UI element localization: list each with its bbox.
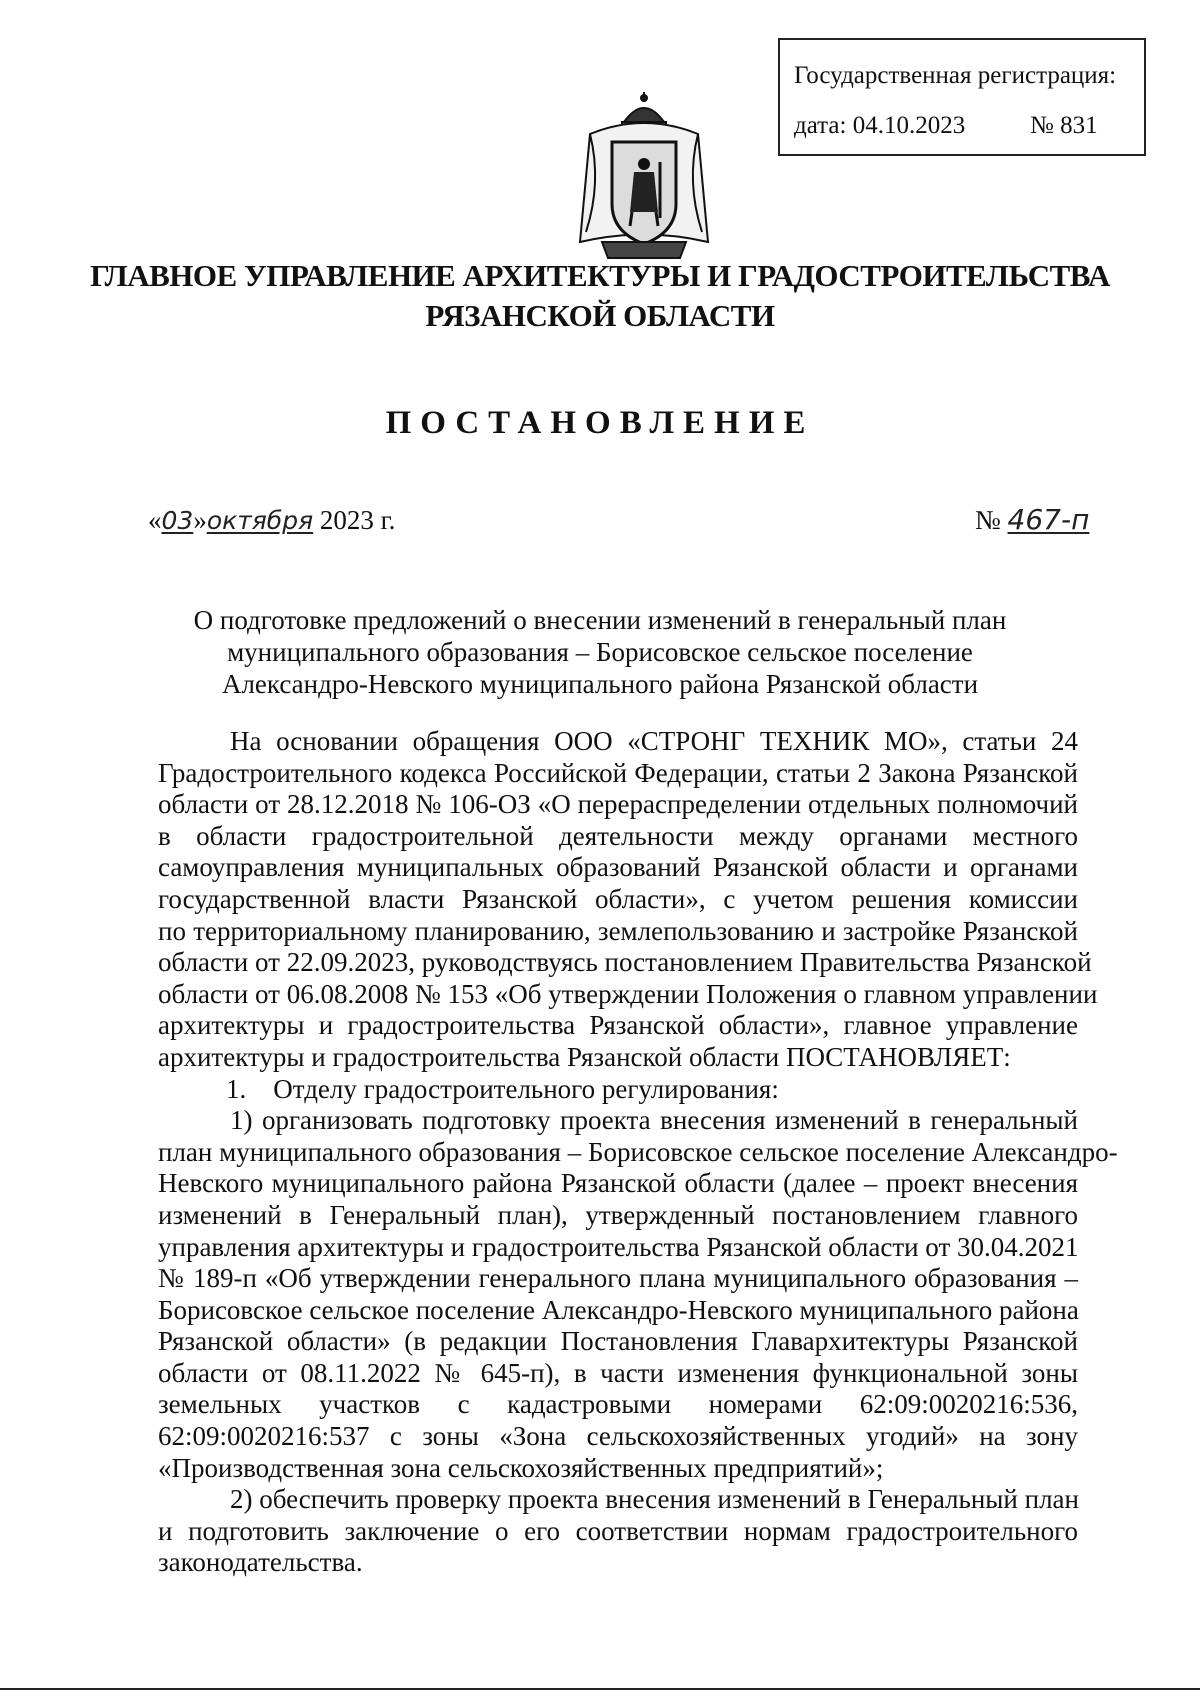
body-line: области от 28.12.2018 № 106-ОЗ «О перераспределении отдельных полномочий: [158, 789, 1078, 820]
date-year: 2023 г.: [319, 505, 396, 535]
body-line: и подготовить заключение о его соответствии нормам градостроительного: [158, 1515, 1078, 1546]
date-month: октября: [206, 506, 314, 535]
document-body: [158, 726, 1118, 1579]
body-line: № 189-п «Об утверждении генерального плана муниципального образования –: [158, 1263, 1078, 1294]
body-line: «Производственная зона сельскохозяйственных предприятий»;: [158, 1452, 884, 1483]
date-close-quote: »: [193, 505, 207, 535]
body-line: Борисовское сельское поселение Александро-Невского муниципального района: [158, 1294, 1079, 1325]
subject-line: Александро-Невского муниципального района Рязанской области: [221, 669, 979, 699]
registration-stamp: [778, 38, 1146, 156]
body-line: законодательства.: [158, 1547, 363, 1578]
organization-region: РЯЗАНСКОЙ ОБЛАСТИ: [425, 298, 775, 333]
organization-name: ГЛАВНОЕ УПРАВЛЕНИЕ АРХИТЕКТУРЫ И ГРАДОСТРОИТЕЛЬСТВА: [90, 258, 1110, 293]
body-line: 1) организовать подготовку проекта внесения изменений в генеральный: [230, 1105, 1078, 1136]
registration-number: № 831: [1030, 112, 1098, 139]
body-line: изменений в Генеральный план), утвержденный постановлением главного: [158, 1199, 1078, 1230]
body-line: управления архитектуры и градостроительства Рязанской области от 30.04.2021: [158, 1231, 1079, 1262]
body-line: На основании обращения ООО «СТРОНГ ТЕХНИК МО», статьи 24: [230, 726, 1078, 756]
body-line: Градостроительного кодекса Российской Федерации, статьи 2 Закона Рязанской: [158, 757, 1078, 788]
registration-title: Государственная регистрация:: [794, 62, 1117, 89]
date-open-quote: «: [148, 505, 162, 535]
body-line: самоуправления муниципальных образований Рязанской области и органами: [158, 852, 1078, 883]
body-line: план муниципального образования – Борисовское сельское поселение Александро-: [158, 1136, 1118, 1167]
subject-line: О подготовке предложений о внесении изменений в генеральный план: [193, 605, 1007, 635]
body-line: государственной власти Рязанской области», с учетом решения комиссии: [158, 883, 1078, 914]
date-day: 03: [161, 506, 194, 535]
registration-date: дата: 04.10.2023: [794, 112, 966, 139]
document-number-value: 467-п: [1007, 503, 1090, 536]
body-line: Невского муниципального района Рязанской области (далее – проект внесения: [158, 1168, 1078, 1199]
document-number: [975, 503, 1089, 536]
page-bottom-divider: [0, 1688, 1200, 1690]
document-number-prefix: №: [975, 505, 1001, 535]
body-line: области от 22.09.2023, руководствуясь постановлением Правительства Рязанской: [158, 947, 1092, 978]
body-line: 1. Отделу градостроительного регулирования:: [226, 1073, 779, 1104]
subject-line: муниципального образования – Борисовское сельское поселение: [227, 637, 973, 667]
body-line: архитектуры и градостроительства Рязанской области ПОСТАНОВЛЯЕТ:: [158, 1041, 1011, 1072]
body-line: области от 06.08.2008 № 153 «Об утверждении Положения о главном управлении: [158, 978, 1098, 1009]
document-subject: [140, 604, 1060, 700]
body-line: области от 08.11.2022 № 645-п), в части изменения функциональной зоны: [158, 1357, 1078, 1388]
body-line: 62:09:0020216:537 с зоны «Зона сельскохозяйственных угодий» на зону: [158, 1421, 1078, 1452]
body-line: земельных участков с кадастровыми номерами 62:09:0020216:536,: [158, 1389, 1078, 1420]
ryazan-coat-of-arms-icon: [572, 92, 716, 262]
body-line: по территориальному планированию, землепользованию и застройке Рязанской: [158, 915, 1078, 946]
body-line: архитектуры и градостроительства Рязанской области», главное управление: [158, 1010, 1078, 1041]
body-line: Рязанской области» (в редакции Постановления Главархитектуры Рязанской: [158, 1326, 1078, 1357]
document-type: ПОСТАНОВЛЕНИЕ: [385, 405, 815, 441]
body-line: 2) обеспечить проверку проекта внесения изменений в Генеральный план: [230, 1484, 1079, 1515]
document-date: [148, 505, 395, 536]
body-line: в области градостроительной деятельности между органами местного: [158, 820, 1078, 851]
